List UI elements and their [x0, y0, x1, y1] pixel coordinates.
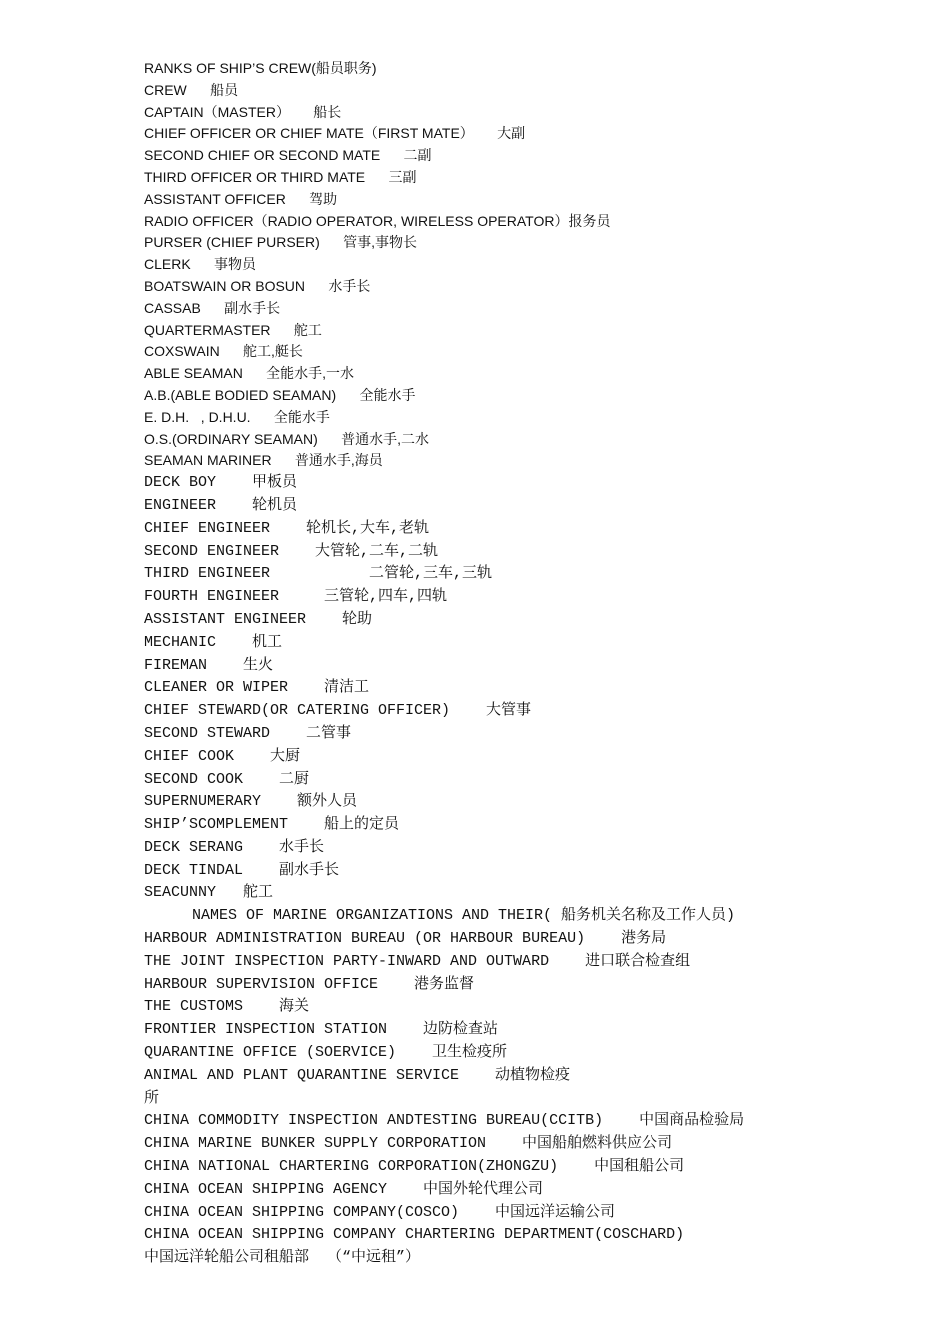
glossary-line: CHIEF COOK 大厨 — [144, 747, 301, 765]
crew-ranks-section — [144, 58, 924, 472]
glossary-line: SECOND CHIEF OR SECOND MATE 二副 — [144, 147, 432, 164]
section-title: RANKS OF SHIP’S CREW(船员职务) — [144, 60, 377, 76]
glossary-line: CHIEF OFFICER OR CHIEF MATE（FIRST MATE） 大副 — [144, 125, 526, 142]
glossary-line: CAPTAIN（MASTER） 船长 — [144, 103, 342, 120]
glossary-line: CHINA OCEAN SHIPPING COMPANY CHARTERING DEPARTMENT(COSCHARD) — [144, 1226, 685, 1244]
glossary-line: CREW 船员 — [144, 81, 239, 98]
glossary-line: FOURTH ENGINEER 三管轮,四车,四轨 — [144, 588, 448, 606]
glossary-line: DECK SERANG 水手长 — [144, 838, 325, 856]
glossary-line: CHINA OCEAN SHIPPING AGENCY 中国外轮代理公司 — [144, 1180, 544, 1198]
glossary-line: O.S.(ORDINARY SEAMAN) 普通水手,二水 — [144, 430, 429, 447]
glossary-line: RADIO OFFICER（RADIO OPERATOR, WIRELESS OPERATOR）报务员 — [144, 212, 611, 229]
glossary-line: QUARANTINE OFFICE (SOERVICE) 卫生检疫所 — [144, 1044, 508, 1062]
glossary-line: HARBOUR SUPERVISION OFFICE 港务监督 — [144, 975, 475, 993]
glossary-line: THIRD ENGINEER 二管轮,三车,三轨 — [144, 565, 493, 583]
glossary-line: CASSAB 副水手长 — [144, 299, 281, 316]
glossary-line: CHINA OCEAN SHIPPING COMPANY(COSCO) 中国远洋运输公司 — [144, 1203, 616, 1221]
glossary-line: E. D.H. , D.H.U. 全能水手 — [144, 408, 330, 425]
glossary-line: DECK BOY 甲板员 — [144, 474, 298, 492]
glossary-line: THIRD OFFICER OR THIRD MATE 三副 — [144, 168, 417, 185]
glossary-line: SEAMAN MARINER 普通水手,海员 — [144, 452, 383, 469]
section-title: NAMES OF MARINE ORGANIZATIONS AND THEIR( 船务机关名称及工作人员) — [192, 907, 736, 925]
glossary-line: CLEANER OR WIPER 清洁工 — [144, 679, 370, 697]
crew-ranks-continued-section — [144, 472, 924, 905]
glossary-line: ANIMAL AND PLANT QUARANTINE SERVICE 动植物检疫 — [144, 1066, 571, 1084]
glossary-line: THE JOINT INSPECTION PARTY-INWARD AND OUTWARD 进口联合检查组 — [144, 952, 691, 970]
glossary-line: SUPERNUMERARY 额外人员 — [144, 793, 358, 811]
document-page — [144, 58, 924, 1270]
glossary-line: BOATSWAIN OR BOSUN 水手长 — [144, 277, 371, 294]
glossary-line: DECK TINDAL 副水手长 — [144, 861, 340, 879]
glossary-line: CLERK 事物员 — [144, 256, 257, 273]
glossary-line: ABLE SEAMAN 全能水手,一水 — [144, 365, 355, 382]
glossary-line: SECOND COOK 二厨 — [144, 770, 310, 788]
glossary-line: 中国远洋轮船公司租船部 （“中远租”） — [144, 1249, 421, 1267]
glossary-line: HARBOUR ADMINISTRATION BUREAU (OR HARBOUR BUREAU) 港务局 — [144, 930, 667, 948]
glossary-line: QUARTERMASTER 舵工 — [144, 321, 322, 338]
glossary-line: THE CUSTOMS 海关 — [144, 998, 310, 1016]
glossary-line: ASSISTANT ENGINEER 轮助 — [144, 610, 373, 628]
glossary-line: MECHANIC 机工 — [144, 633, 283, 651]
glossary-line: SHIP’SCOMPLEMENT 船上的定员 — [144, 816, 400, 834]
glossary-line: CHIEF STEWARD(OR CATERING OFFICER) 大管事 — [144, 702, 532, 720]
glossary-line: ENGINEER 轮机员 — [144, 496, 298, 514]
glossary-line: CHINA COMMODITY INSPECTION ANDTESTING BUREAU(CCITB) 中国商品检验局 — [144, 1112, 745, 1130]
glossary-line: CHIEF ENGINEER 轮机长,大车,老轨 — [144, 519, 430, 537]
glossary-line: FRONTIER INSPECTION STATION 边防检查站 — [144, 1021, 499, 1039]
glossary-line: 所 — [144, 1089, 160, 1107]
marine-organizations-section — [144, 905, 924, 1270]
glossary-line: ASSISTANT OFFICER 驾助 — [144, 190, 338, 207]
glossary-line: CHINA MARINE BUNKER SUPPLY CORPORATION 中国船舶燃料供应公司 — [144, 1135, 673, 1153]
glossary-line: FIREMAN 生火 — [144, 656, 274, 674]
glossary-line: COXSWAIN 舵工,艇长 — [144, 343, 303, 360]
glossary-line: PURSER (CHIEF PURSER) 管事,事物长 — [144, 234, 418, 251]
glossary-line: CHINA NATIONAL CHARTERING CORPORATION(ZHONGZU) 中国租船公司 — [144, 1158, 685, 1176]
glossary-line: SECOND STEWARD 二管事 — [144, 724, 352, 742]
glossary-line: SEACUNNY 舵工 — [144, 884, 274, 902]
glossary-line: A.B.(ABLE BODIED SEAMAN) 全能水手 — [144, 386, 416, 403]
glossary-line: SECOND ENGINEER 大管轮,二车,二轨 — [144, 542, 439, 560]
